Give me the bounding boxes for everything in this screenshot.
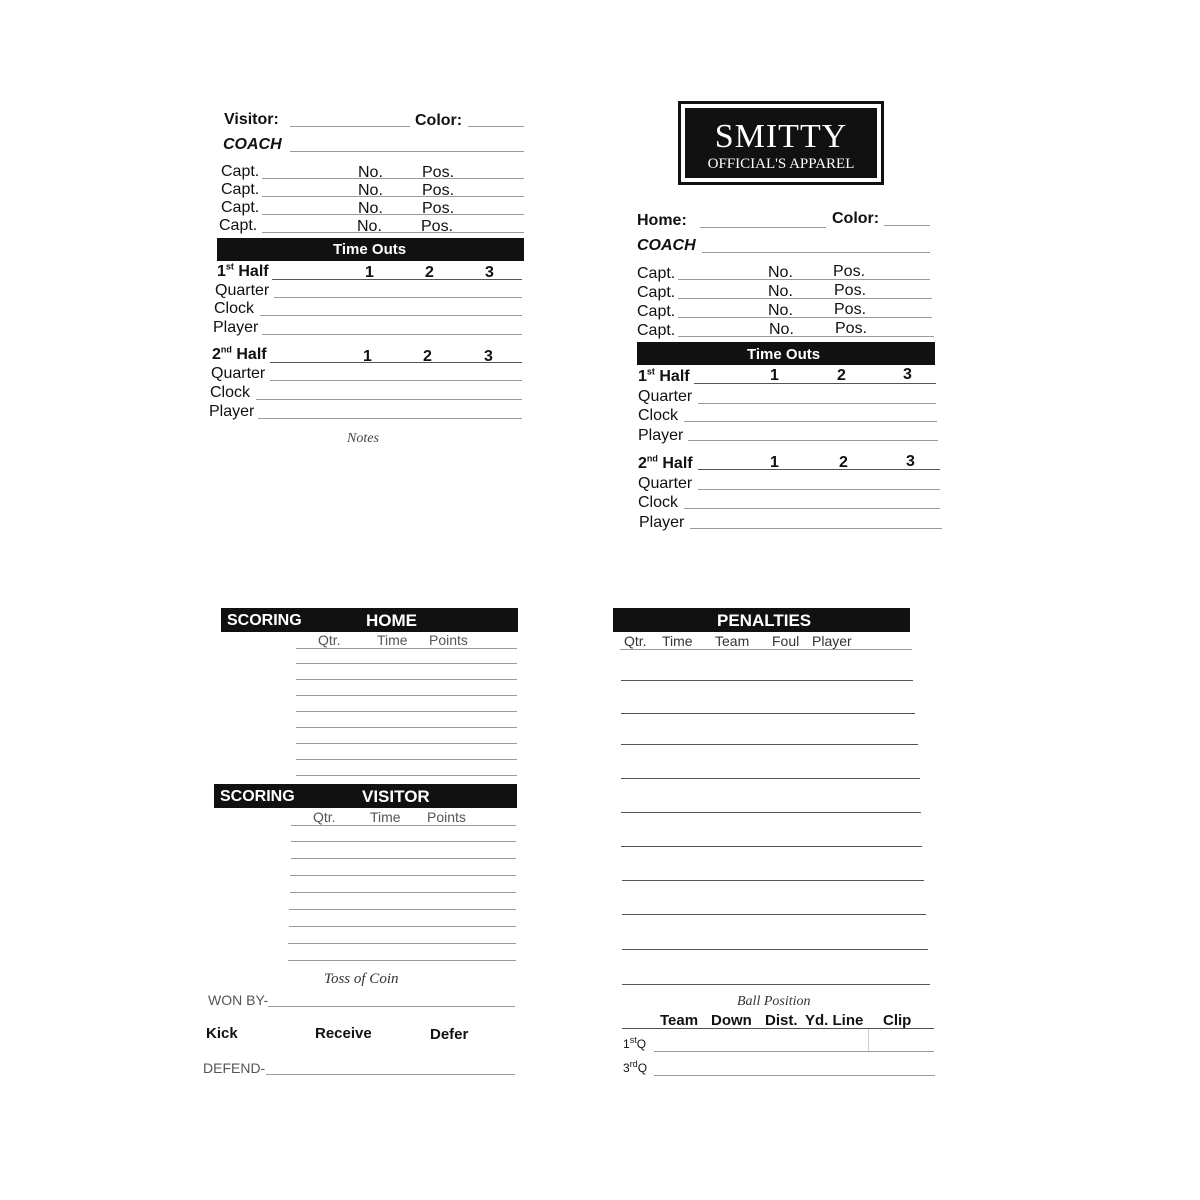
- penalties-team-col: Team: [715, 633, 750, 649]
- home-timeouts-header: [637, 342, 935, 365]
- won-by-label: WON BY-: [208, 992, 269, 1008]
- visitor-capt-line: [262, 232, 524, 233]
- visitor-timeouts-title: Time Outs: [333, 241, 407, 258]
- penalty-row-rule: [622, 949, 928, 950]
- visitor-notes-label: Notes: [347, 431, 379, 446]
- home-second-half-label: 2nd Half: [638, 453, 693, 472]
- visitor-capt-label: Capt.: [219, 217, 258, 234]
- visitor-capt-line: [262, 178, 524, 179]
- scoring-visitor-header: [214, 784, 517, 808]
- home-capt-label: Capt.: [637, 303, 676, 320]
- visitor-quarter-line: [270, 380, 522, 381]
- home-color-line: [884, 225, 930, 226]
- scoring-visitor-rule: [288, 943, 516, 944]
- visitor-first-half-label: 1st Half: [217, 261, 269, 280]
- ball-third-quarter-line: [654, 1075, 935, 1076]
- penalties-header: [613, 608, 910, 632]
- home-player-label: Player: [639, 514, 685, 531]
- ball-position-title: Ball Position: [737, 994, 811, 1009]
- penalty-row-rule: [621, 744, 918, 745]
- home-player-label: Player: [638, 427, 684, 444]
- ball-clip-col: Clip: [883, 1012, 912, 1029]
- visitor-clock-line: [256, 399, 522, 400]
- visitor-color-line: [468, 126, 524, 127]
- defer-option: Defer: [430, 1026, 469, 1043]
- home-timeout-col-3: 3: [903, 366, 912, 383]
- visitor-quarter-label: Quarter: [211, 365, 266, 382]
- visitor-timeout-col-1: 1: [365, 264, 374, 281]
- penalties-time-col: Time: [662, 633, 693, 649]
- penalties-qtr-col: Qtr.: [624, 633, 647, 649]
- home-capt-label: Capt.: [637, 265, 676, 282]
- home-no-label: No.: [768, 302, 793, 319]
- penalties-title: PENALTIES: [717, 611, 812, 630]
- visitor-no-label: No.: [358, 182, 383, 199]
- home-capt-label: Capt.: [637, 284, 676, 301]
- visitor-first-half-line: [272, 279, 522, 280]
- visitor-color-label: Color:: [415, 112, 463, 129]
- defend-label: DEFEND-: [203, 1060, 266, 1076]
- home-capt-line: [678, 279, 930, 280]
- scoring-visitor-team-label: VISITOR: [362, 787, 430, 806]
- home-timeout-col-1: 1: [770, 454, 779, 471]
- ball-down-col: Down: [711, 1012, 752, 1029]
- scoring-visitor-points-col: Points: [427, 809, 466, 825]
- home-quarter-line: [698, 489, 940, 490]
- scoring-visitor-rule: [288, 960, 516, 961]
- defend-line: [266, 1074, 515, 1075]
- ball-ydline-col: Yd. Line: [805, 1012, 864, 1029]
- visitor-timeout-col-1: 1: [363, 348, 372, 365]
- scoring-home-rule: [296, 695, 517, 696]
- penalty-row-rule: [621, 713, 915, 714]
- penalty-row-rule: [621, 680, 913, 681]
- penalties-player-col: Player: [812, 633, 852, 649]
- visitor-player-label: Player: [209, 403, 255, 420]
- home-timeout-col-3: 3: [906, 453, 915, 470]
- scoring-visitor-rule: [289, 909, 516, 910]
- visitor-player-line: [262, 334, 522, 335]
- home-capt-line: [678, 298, 932, 299]
- ball-first-quarter-label: 1stQ: [623, 1035, 647, 1051]
- won-by-line: [268, 1006, 515, 1007]
- visitor-clock-line: [260, 315, 522, 316]
- scoring-visitor-rule: [291, 858, 516, 859]
- visitor-second-half-line: [270, 362, 522, 363]
- home-clock-line: [684, 508, 940, 509]
- ball-first-quarter-line: [654, 1051, 934, 1052]
- home-capt-label: Capt.: [637, 322, 676, 339]
- home-clock-label: Clock: [638, 407, 679, 424]
- scoring-visitor-time-col: Time: [370, 809, 401, 825]
- visitor-timeout-col-3: 3: [484, 348, 493, 365]
- ball-header-rule: [622, 1028, 934, 1029]
- penalty-row-rule: [621, 778, 920, 779]
- scoring-home-rule: [296, 759, 517, 760]
- home-clock-line: [684, 421, 937, 422]
- penalty-row-rule: [621, 846, 922, 847]
- scoring-home-points-col: Points: [429, 632, 468, 648]
- ball-team-col: Team: [660, 1012, 699, 1029]
- home-coach-line: [702, 252, 930, 253]
- penalties-header-rule: [620, 649, 912, 650]
- scoring-visitor-rule: [290, 875, 516, 876]
- home-quarter-line: [698, 403, 936, 404]
- visitor-line: [290, 126, 410, 127]
- visitor-timeouts-header: [217, 238, 524, 261]
- scoring-visitor-scoring-label: SCORING: [220, 788, 295, 805]
- home-first-half-label: 1st Half: [638, 366, 690, 385]
- visitor-no-label: No.: [357, 218, 382, 235]
- home-label: Home:: [637, 212, 687, 229]
- scoring-home-rule: [296, 648, 517, 649]
- visitor-second-half-label: 2nd Half: [212, 344, 267, 363]
- scoring-home-rule: [296, 775, 517, 776]
- toss-of-coin-title: Toss of Coin: [324, 971, 399, 987]
- home-pos-label: Pos.: [833, 263, 866, 280]
- ball-clip-divider: [868, 1029, 869, 1053]
- home-pos-label: Pos.: [835, 320, 868, 337]
- scoring-home-rule: [296, 711, 517, 712]
- home-quarter-label: Quarter: [638, 475, 693, 492]
- home-timeout-col-2: 2: [837, 367, 846, 384]
- visitor-capt-line: [262, 196, 524, 197]
- penalty-row-rule: [622, 914, 926, 915]
- home-pos-label: Pos.: [834, 282, 867, 299]
- scoring-visitor-rule: [290, 892, 516, 893]
- home-capt-line: [678, 336, 934, 337]
- logo-subtitle: OFFICIAL'S APPAREL: [707, 156, 855, 172]
- scoring-visitor-qtr-col: Qtr.: [313, 809, 336, 825]
- scoring-home-rule: [296, 679, 517, 680]
- visitor-no-label: No.: [358, 164, 383, 181]
- visitor-coach-line: [290, 151, 524, 152]
- home-no-label: No.: [768, 264, 793, 281]
- visitor-pos-label: Pos.: [421, 218, 454, 235]
- home-timeout-col-2: 2: [839, 454, 848, 471]
- visitor-capt-label: Capt.: [221, 163, 260, 180]
- home-no-label: No.: [769, 321, 794, 338]
- scoring-home-header: [221, 608, 518, 632]
- home-coach-label: COACH: [637, 237, 696, 254]
- home-capt-line: [678, 317, 932, 318]
- scoring-home-rule: [296, 727, 517, 728]
- scoring-home-time-col: Time: [377, 632, 408, 648]
- home-line: [700, 227, 826, 228]
- visitor-timeout-col-2: 2: [425, 264, 434, 281]
- scoring-visitor-rule: [291, 841, 516, 842]
- scoring-home-team-label: HOME: [366, 611, 417, 630]
- smitty-logo: [678, 101, 884, 185]
- home-pos-label: Pos.: [834, 301, 867, 318]
- visitor-pos-label: Pos.: [422, 164, 455, 181]
- scoring-home-scoring-label: SCORING: [227, 612, 302, 629]
- visitor-capt-label: Capt.: [221, 199, 260, 216]
- visitor-player-line: [258, 418, 522, 419]
- visitor-clock-label: Clock: [210, 384, 251, 401]
- ball-dist-col: Dist.: [765, 1012, 798, 1029]
- home-quarter-label: Quarter: [638, 388, 693, 405]
- visitor-capt-label: Capt.: [221, 181, 260, 198]
- scoring-home-rule: [296, 743, 517, 744]
- penalty-row-rule: [621, 812, 921, 813]
- visitor-coach-label: COACH: [223, 136, 282, 153]
- visitor-no-label: No.: [358, 200, 383, 217]
- home-clock-label: Clock: [638, 494, 679, 511]
- visitor-clock-label: Clock: [214, 300, 255, 317]
- scoring-home-qtr-col: Qtr.: [318, 632, 341, 648]
- home-first-half-line: [694, 383, 936, 384]
- ball-third-quarter-label: 3rdQ: [623, 1059, 648, 1075]
- visitor-pos-label: Pos.: [422, 182, 455, 199]
- visitor-timeout-col-2: 2: [423, 348, 432, 365]
- home-player-line: [690, 528, 942, 529]
- logo-title: SMITTY: [714, 118, 848, 155]
- scoring-visitor-rule: [289, 926, 516, 927]
- visitor-quarter-label: Quarter: [215, 282, 270, 299]
- home-timeouts-title: Time Outs: [747, 346, 821, 363]
- visitor-pos-label: Pos.: [422, 200, 455, 217]
- scoring-visitor-rule: [291, 825, 516, 826]
- home-second-half-line: [698, 469, 940, 470]
- visitor-timeout-col-3: 3: [485, 264, 494, 281]
- kick-option: Kick: [206, 1025, 238, 1042]
- penalty-row-rule: [622, 984, 930, 985]
- visitor-quarter-line: [274, 297, 522, 298]
- visitor-capt-line: [262, 214, 524, 215]
- scoring-home-rule: [296, 663, 517, 664]
- penalty-row-rule: [622, 880, 924, 881]
- home-color-label: Color:: [832, 210, 880, 227]
- home-player-line: [688, 440, 938, 441]
- visitor-player-label: Player: [213, 319, 259, 336]
- receive-option: Receive: [315, 1025, 372, 1042]
- visitor-label: Visitor:: [224, 111, 279, 128]
- home-no-label: No.: [768, 283, 793, 300]
- home-timeout-col-1: 1: [770, 367, 779, 384]
- penalties-foul-col: Foul: [772, 633, 800, 649]
